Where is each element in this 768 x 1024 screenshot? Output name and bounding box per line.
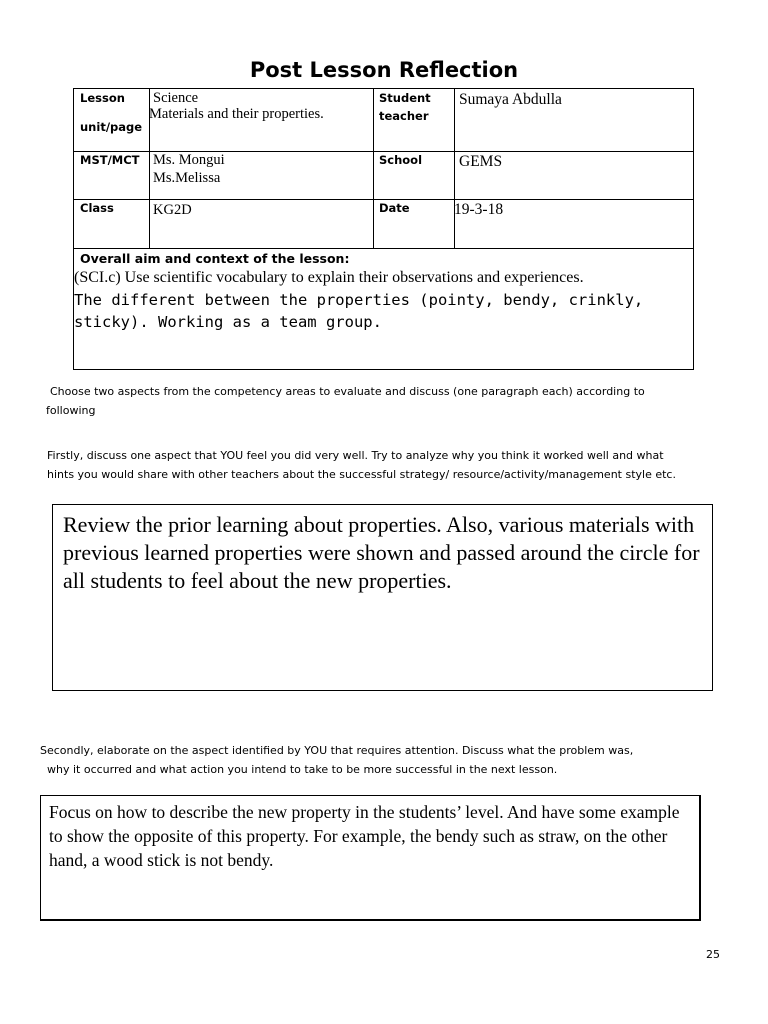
aim-label: Overall aim and context of the lesson:: [80, 251, 350, 266]
mst-value-2: Ms.Melissa: [153, 170, 221, 186]
instruction-choose-line-1: Choose two aspects from the competency areas to evaluate and discuss (one paragraph each) according to: [50, 385, 645, 398]
table-divider: [74, 248, 693, 249]
instruction-secondly-line-2: why it occurred and what action you intend to take to be more successful in the next lesson.: [47, 763, 558, 776]
student-teacher-label-2: teacher: [379, 109, 429, 123]
page-title: Post Lesson Reflection: [249, 58, 519, 82]
class-value: KG2D: [153, 202, 192, 218]
lesson-value: Science: [153, 90, 199, 106]
page-number: 25: [706, 948, 720, 961]
instruction-firstly-line-2: hints you would share with other teachers about the successful strategy/ resource/activity/management style etc.: [47, 468, 676, 481]
school-label: School: [379, 153, 423, 167]
date-label: Date: [379, 201, 410, 215]
student-teacher-value: Sumaya Abdulla: [459, 91, 562, 108]
student-teacher-label: Student: [379, 91, 431, 105]
mst-label: MST/MCT: [80, 153, 140, 167]
instruction-secondly-line-1: Secondly, elaborate on the aspect identified by YOU that requires attention. Discuss what the problem was,: [40, 744, 634, 757]
lesson-unit-value: Materials and their properties.: [149, 106, 324, 122]
instruction-choose-line-2: following: [46, 404, 96, 417]
lesson-label: Lesson: [80, 91, 125, 105]
first-reflection-box: Review the prior learning about properties. Also, various materials with previous learned properties were shown and passed around the circle for all students to feel about the new properties.: [52, 504, 713, 691]
aim-description: The different between the properties (pointy, bendy, crinkly, sticky). Working as a team group.: [74, 291, 644, 331]
second-reflection-box: Focus on how to describe the new property in the students’ level. And have some example to show the opposite of this property. For example, the bendy such as straw, on the other hand, a wood stick is not bendy.: [40, 795, 701, 921]
instruction-firstly-line-1: Firstly, discuss one aspect that YOU feel you did very well. Try to analyze why you think it worked well and what: [47, 449, 664, 462]
table-divider: [373, 89, 374, 249]
mst-value-1: Ms. Mongui: [153, 152, 225, 168]
class-label: Class: [80, 201, 114, 215]
lesson-label-unit: unit/page: [80, 120, 143, 134]
table-divider: [454, 89, 455, 249]
aim-standard: (SCI.c) Use scientific vocabulary to explain their observations and experiences.: [74, 269, 584, 286]
date-value: 19-3-18: [454, 201, 504, 218]
lesson-info-table: [73, 88, 694, 370]
school-value: GEMS: [459, 153, 503, 170]
